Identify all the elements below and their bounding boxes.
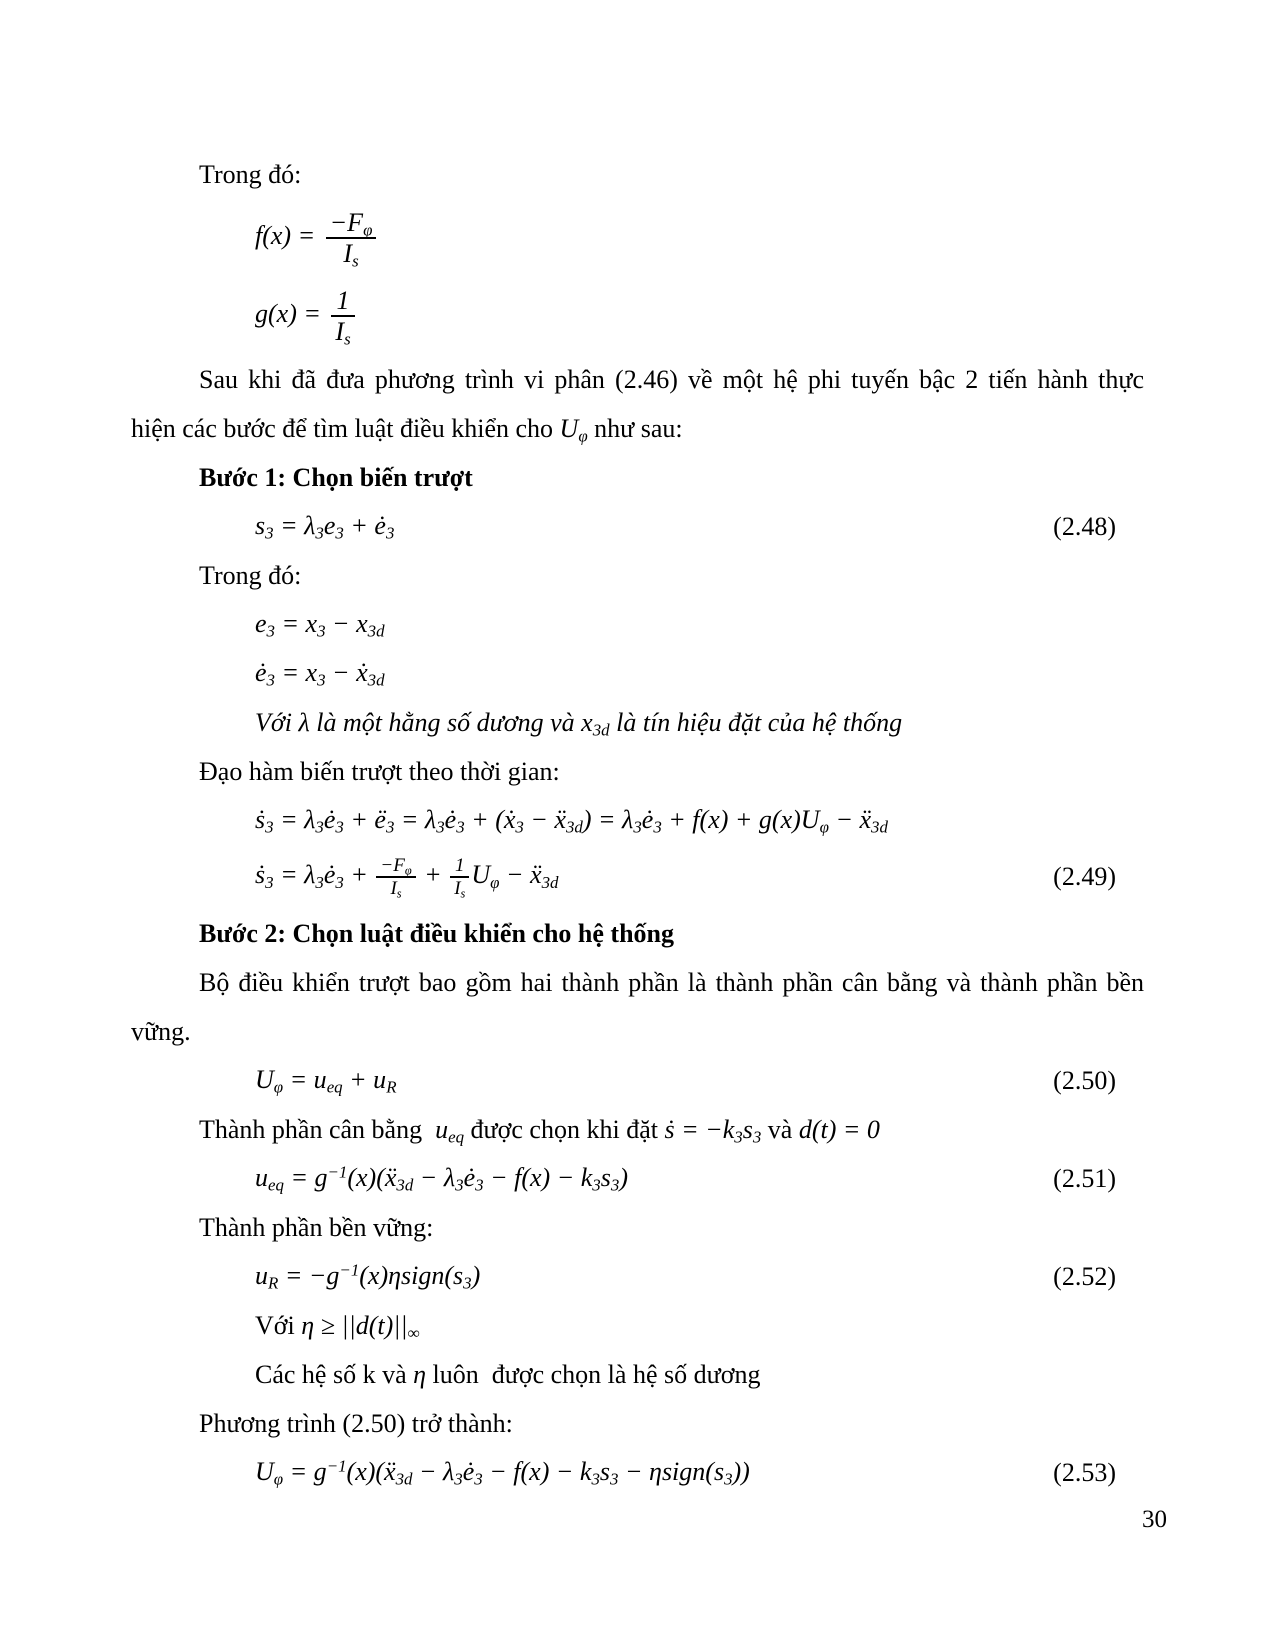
- label-dao-ham: [131, 747, 1144, 796]
- equation-2-52-text: uR = $-g^{-1}(x)\eta sign(s3)$: [255, 1260, 481, 1293]
- equation-number: (2.49): [1053, 861, 1116, 891]
- equation-e3-dot-text: ė3 = x3 − ẋ3d: [255, 658, 385, 690]
- note-eta-text: Với η ≥ ||d(t)||∞: [255, 1311, 420, 1343]
- equation-2-49: [131, 845, 1144, 909]
- note-he-so: [131, 1350, 1144, 1399]
- fraction: $\frac{1}{Is}$: [331, 286, 354, 346]
- equation-2-50: [131, 1056, 1144, 1105]
- equation-gx: [131, 277, 1144, 355]
- label-trong-do-1: [131, 150, 1144, 199]
- paragraph-intro-line2-text: hiện các bước để tìm luật điều khiển cho Uφ như sau:: [131, 414, 683, 446]
- equation-e3-dot: [131, 649, 1144, 698]
- equation-s3-dot-expanded-text: ṡ3 = λ3ė3 + ë3 = λ3ė3 + (ẋ3 − ẍ3d) = λ3ė3 + f(x) + g(x)Uφ − ẍ3d: [255, 805, 888, 837]
- equation-fx-text: f(x) = $\frac{-F\varphi}{Is}$: [255, 208, 380, 268]
- label-phuong-trinh-text: Phương trình (2.50) trở thành:: [199, 1409, 513, 1438]
- equation-e3: [131, 600, 1144, 649]
- equation-e3-text: e3 = x3 − x3d: [255, 609, 385, 641]
- equation-2-52: [131, 1252, 1144, 1301]
- paragraph-bo-dieu-khien-line2-text: vững.: [131, 1017, 191, 1046]
- paragraph-thanh-phan-can-bang-text: Thành phần cân bằng ueq được chọn khi đặt ṡ = −k3s3 và d(t) = 0: [199, 1115, 880, 1147]
- equation-2-50-text: Uφ = ueq + uR: [255, 1065, 397, 1097]
- fraction: $\frac{-F\varphi}{Is}$: [376, 855, 415, 900]
- equation-number: (2.50): [1053, 1065, 1116, 1095]
- label-thanh-phan-ben-vung-text: Thành phần bền vững:: [199, 1213, 434, 1242]
- paragraph-intro-line1: [131, 355, 1144, 404]
- label-phuong-trinh: [131, 1399, 1144, 1448]
- paragraph-intro-line2: [131, 404, 1144, 453]
- equation-2-53: [131, 1448, 1144, 1497]
- note-lambda: [131, 698, 1144, 747]
- paragraph-bo-dieu-khien-line2: [131, 1007, 1144, 1056]
- note-he-so-text: Các hệ số k và η luôn được chọn là hệ số dương: [255, 1360, 761, 1389]
- heading-buoc-2: [131, 909, 1144, 958]
- label-trong-do-2: [131, 551, 1144, 600]
- equation-number: (2.51): [1053, 1163, 1116, 1193]
- equation-number: (2.53): [1053, 1457, 1116, 1487]
- paragraph-bo-dieu-khien-line1: [131, 958, 1144, 1007]
- heading-buoc-2-text: Bước 2: Chọn luật điều khiển cho hệ thống: [199, 919, 674, 948]
- paragraph-intro-line1-text: Sau khi đã đưa phương trình vi phân (2.46) về một hệ phi tuyến bậc 2 tiến hành thực: [199, 365, 1144, 394]
- label-dao-ham-text: Đạo hàm biến trượt theo thời gian:: [199, 757, 560, 786]
- paragraph-bo-dieu-khien-line1-text: Bộ điều khiển trượt bao gồm hai thành phần là thành phần cân bằng và thành phần bền: [199, 968, 1144, 997]
- equation-2-48-text: s3 = λ3e3 + ė3: [255, 511, 395, 543]
- fraction: $\frac{1}{Is}$: [450, 855, 469, 900]
- equation-2-49-text: ṡ3 = λ3ė3 + $\frac{-F\varphi}{Is}$ + $\frac{1}{Is}$ Uφ − ẍ3d: [255, 854, 559, 901]
- equation-fx: [131, 199, 1144, 277]
- label-thanh-phan-ben-vung: [131, 1203, 1144, 1252]
- label-trong-do-1-text: Trong đó:: [199, 160, 302, 189]
- equation-s3-dot-expanded: [131, 796, 1144, 845]
- equation-gx-text: g(x) = $\frac{1}{Is}$: [255, 286, 359, 346]
- equation-2-51: [131, 1154, 1144, 1203]
- equation-number: (2.48): [1053, 511, 1116, 541]
- heading-buoc-1: [131, 453, 1144, 502]
- note-lambda-text: Với λ là một hằng số dương và x3d là tín hiệu đặt của hệ thống: [255, 708, 903, 740]
- page-number: 30: [1142, 1506, 1167, 1533]
- paragraph-thanh-phan-can-bang: [131, 1105, 1144, 1154]
- label-trong-do-2-text: Trong đó:: [199, 561, 302, 590]
- document-content: [131, 150, 1144, 1497]
- heading-buoc-1-text: Bước 1: Chọn biến trượt: [199, 463, 473, 492]
- note-eta: [131, 1301, 1144, 1350]
- equation-2-48: [131, 502, 1144, 551]
- equation-2-53-text: $U\varphi = g^{-1}(x)(ẍ3d$ − λ3ė3 − f(x) − k3s3 − ηsign(s3)): [255, 1456, 750, 1489]
- equation-number: (2.52): [1053, 1261, 1116, 1291]
- equation-2-51-text: ueq = $g^{-1}(x)(ẍ3d$ − λ3ė3 − f(x) − k3s3): [255, 1162, 628, 1195]
- fraction: $\frac{-F\varphi}{Is}$: [326, 208, 377, 268]
